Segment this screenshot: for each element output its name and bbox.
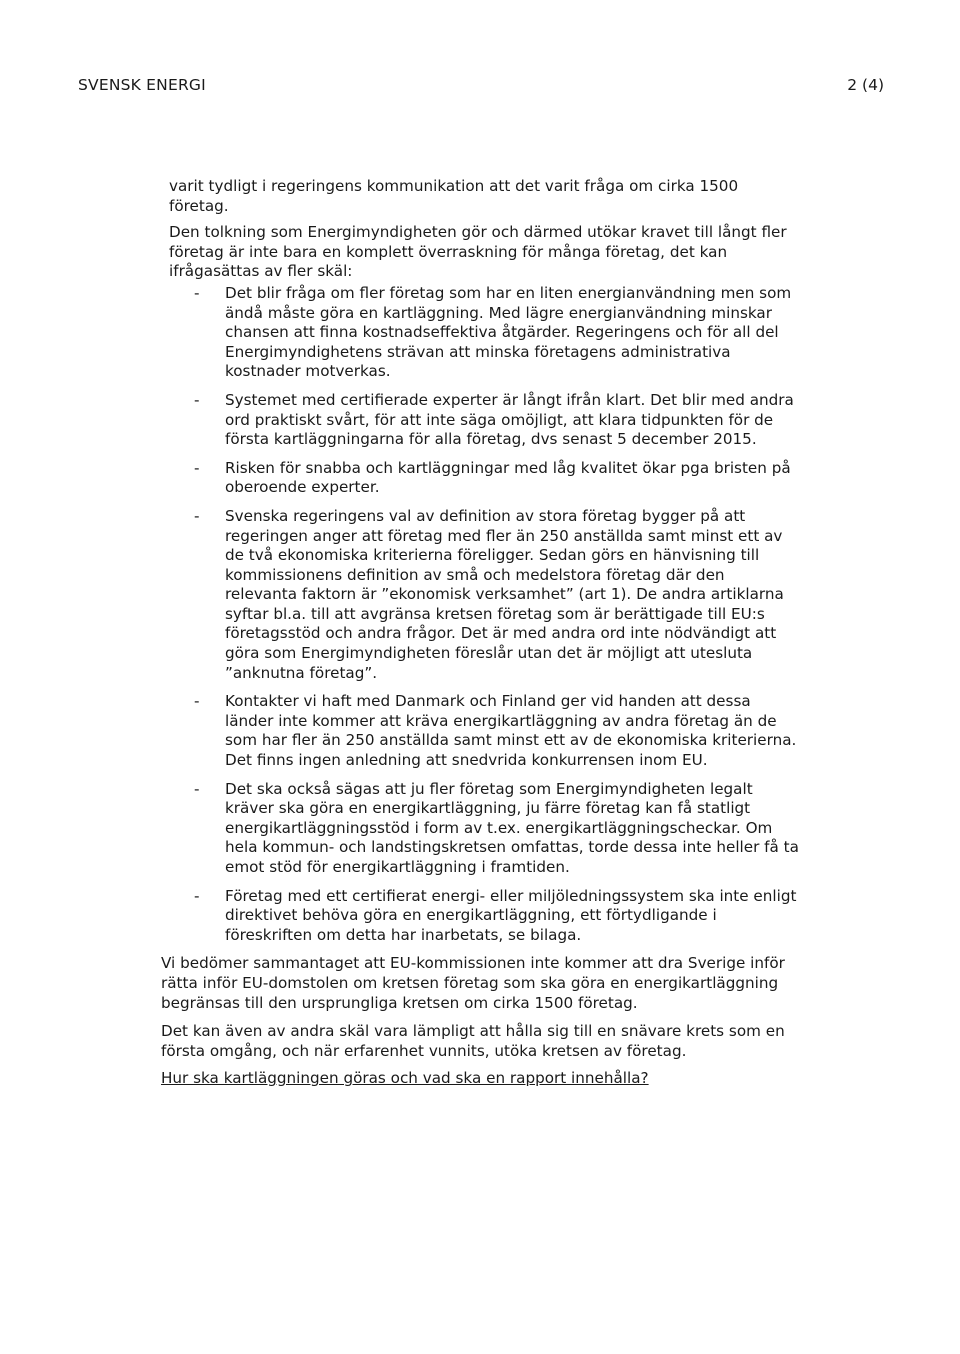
- list-item: [194, 507, 801, 683]
- list-dash: -: [194, 779, 200, 798]
- list-dash: -: [194, 886, 200, 905]
- intro-paragraph-2: Den tolkning som Energimyndigheten gör och därmed utökar kravet till långt fler företag är inte bara en komplett överraskning för många företag, det kan ifrågasättas av fler skäl:: [169, 223, 787, 281]
- list-item-text: Företag med ett certifierat energi- eller miljöledningssystem ska inte enligt direktivet behöva göra en energikartläggning, ett förtydligande i föreskriften om detta har inarbetats, se bilaga.: [225, 886, 797, 944]
- list-item: [194, 284, 801, 382]
- section-heading: Hur ska kartläggningen göras och vad ska en rapport innehålla?: [161, 1069, 649, 1088]
- list-item: [194, 692, 801, 770]
- reasons-list: [194, 284, 801, 945]
- list-item-text: Systemet med certifierade experter är långt ifrån klart. Det blir med andra ord praktiskt svårt, för att inte säga omöjligt, att klara tidpunkten för de första kartläggningarna för alla företag, dvs senast 5 december 2015.: [225, 390, 794, 449]
- intro-block: [169, 177, 801, 282]
- list-item: [194, 780, 801, 878]
- intro-paragraph-1: varit tydligt i regeringens kommunikation att det varit fråga om cirka 1500 företag.: [169, 177, 739, 215]
- list-dash: -: [194, 506, 200, 525]
- list-item-text: Det ska också sägas att ju fler företag som Energimyndigheten legalt kräver ska göra en energikartläggning, ju färre företag kan få statligt energikartläggningsstöd i form av t.ex. energikartläggningscheckar. Om hela kommun- och landstingskretsen omfattas, torde dessa inte heller få ta emot stöd för energikartläggning i framtiden.: [225, 779, 799, 876]
- list-item-text: Risken för snabba och kartläggningar med låg kvalitet ökar pga bristen på oberoende experter.: [225, 458, 791, 497]
- list-item-text: Kontakter vi haft med Danmark och Finland ger vid handen att dessa länder inte kommer att kräva energikartläggning av andra företag än de som har fler än 250 anställda samt minst ett av de ekonomiska kriterierna. Det finns ingen anledning att snedvrida konkurrensen inom EU.: [225, 692, 797, 770]
- conclusion-paragraph-2: Det kan även av andra skäl vara lämpligt att hålla sig till en snävare krets som en första omgång, och när erfarenhet vunnits, utöka kretsen av företag.: [161, 1022, 785, 1060]
- header-organization: SVENSK ENERGI: [78, 76, 206, 94]
- list-dash: -: [194, 390, 200, 409]
- list-item: [194, 391, 801, 450]
- document-body: [161, 177, 801, 1089]
- list-dash: -: [194, 692, 200, 711]
- conclusion-paragraph-1: Vi bedömer sammantaget att EU-kommissionen inte kommer att dra Sverige inför rätta inför EU-domstolen om kretsen företag som ska göra en energikartläggning begränsas till den ursprungliga kretsen om cirka 1500 företag.: [161, 954, 785, 1012]
- list-item-text: Svenska regeringens val av definition av stora företag bygger på att regeringen anger att företag med fler än 250 anställda samt minst ett av de två ekonomiska kriterierna föreligger. Sedan görs en hänvisning till kommissionens definition av små och medelstora företag där den relevanta faktorn är ”ekonomisk verksamhet” (art 1). De andra artiklarna syftar bl.a. till att avgränsa kretsen företag som är berättigade till EU:s företagsstöd och andra frågor. Det är med andra ord inte nödvändigt att göra som Energimyndigheten föreslår utan det är möjligt att utesluta ”anknutna företag”.: [225, 506, 784, 682]
- list-item: [194, 887, 801, 946]
- header-page-number: 2 (4): [847, 76, 884, 94]
- list-item: [194, 459, 801, 498]
- list-dash: -: [194, 283, 200, 302]
- list-dash: -: [194, 458, 200, 477]
- list-item-text: Det blir fråga om fler företag som har en liten energianvändning men som ändå måste göra en kartläggning. Med lägre energianvändning minskar chansen att finna kostnadseffektiva åtgärder. Regeringens och för all del Energimyndighetens strävan att minska företagens administrativa kostnader motverkas.: [225, 283, 792, 381]
